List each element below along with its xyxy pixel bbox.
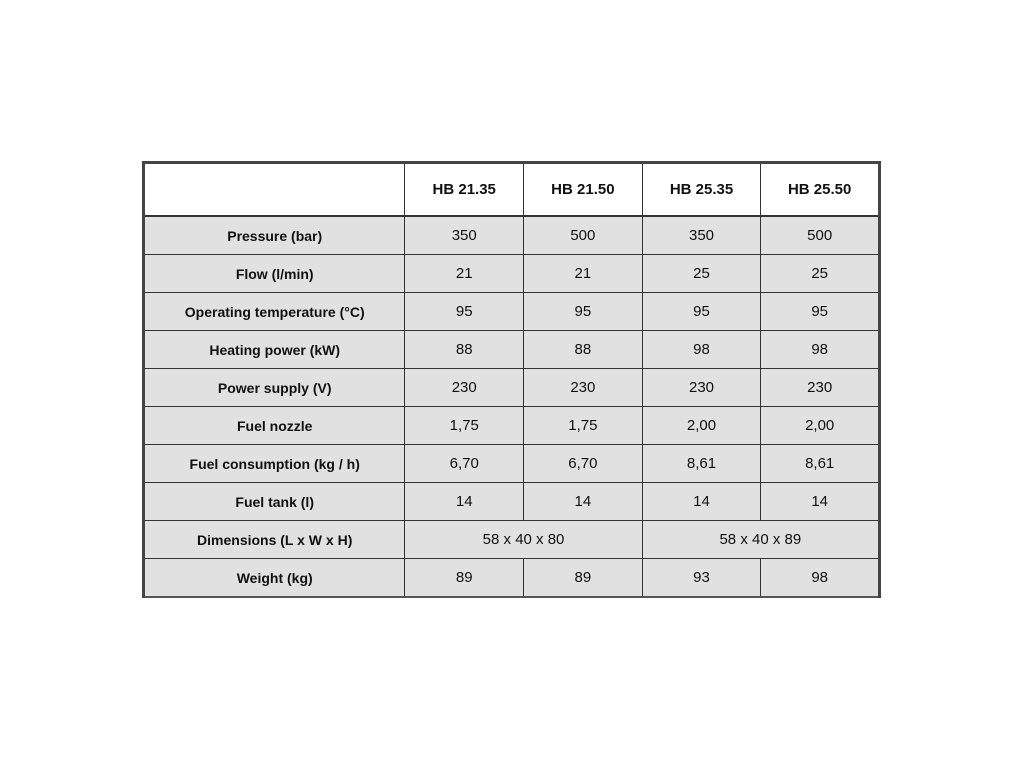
- table-row-weight: [144, 559, 880, 598]
- table-row-fuel-nozzle: [144, 407, 880, 445]
- row-label: Flow (l/min): [144, 255, 405, 293]
- table-row-fuel-consumption: [144, 445, 880, 483]
- table-cell: 8,61: [761, 445, 880, 483]
- table-cell: 95: [642, 293, 761, 331]
- table-cell: 14: [761, 483, 880, 521]
- row-label: Dimensions (L x W x H): [144, 521, 405, 559]
- table-cell: 6,70: [405, 445, 524, 483]
- table-cell: 350: [642, 216, 761, 255]
- table-cell: 230: [761, 369, 880, 407]
- row-label: Heating power (kW): [144, 331, 405, 369]
- table-cell: 2,00: [761, 407, 880, 445]
- table-cell: 25: [642, 255, 761, 293]
- table-cell: 1,75: [405, 407, 524, 445]
- table-cell: 98: [761, 559, 880, 598]
- table-cell: 14: [642, 483, 761, 521]
- table-row-power-supply: [144, 369, 880, 407]
- table-cell: 98: [642, 331, 761, 369]
- table-row-heating-power: [144, 331, 880, 369]
- table-cell: 6,70: [524, 445, 643, 483]
- table-cell: 95: [761, 293, 880, 331]
- table-cell: 88: [524, 331, 643, 369]
- header-model-hb-21-50: HB 21.50: [524, 163, 643, 217]
- table-cell: 95: [524, 293, 643, 331]
- table-cell: 89: [405, 559, 524, 598]
- row-label: Fuel consumption (kg / h): [144, 445, 405, 483]
- header-model-hb-21-35: HB 21.35: [405, 163, 524, 217]
- table-cell: 89: [524, 559, 643, 598]
- row-label: Power supply (V): [144, 369, 405, 407]
- table-cell: 230: [524, 369, 643, 407]
- table-row-dimensions: [144, 521, 880, 559]
- row-label: Pressure (bar): [144, 216, 405, 255]
- table-row-flow: [144, 255, 880, 293]
- table-cell: 8,61: [642, 445, 761, 483]
- table-row-pressure: [144, 216, 880, 255]
- row-label: Operating temperature (°C): [144, 293, 405, 331]
- table-row-fuel-tank: [144, 483, 880, 521]
- specifications-table: [142, 161, 881, 598]
- row-label: Fuel tank (l): [144, 483, 405, 521]
- row-label: Weight (kg): [144, 559, 405, 598]
- table-cell: 500: [524, 216, 643, 255]
- table-cell: 500: [761, 216, 880, 255]
- table-header-row: [144, 163, 880, 217]
- header-model-hb-25-35: HB 25.35: [642, 163, 761, 217]
- table-cell: 21: [524, 255, 643, 293]
- table-cell: 2,00: [642, 407, 761, 445]
- table-cell-merged: 58 x 40 x 89: [642, 521, 879, 559]
- table-cell: 230: [642, 369, 761, 407]
- table-cell: 93: [642, 559, 761, 598]
- table-cell: 14: [524, 483, 643, 521]
- table-cell: 1,75: [524, 407, 643, 445]
- table-cell: 98: [761, 331, 880, 369]
- header-model-hb-25-50: HB 25.50: [761, 163, 880, 217]
- table-cell: 350: [405, 216, 524, 255]
- table-cell: 230: [405, 369, 524, 407]
- row-label: Fuel nozzle: [144, 407, 405, 445]
- table-row-operating-temperature: [144, 293, 880, 331]
- header-corner-cell: [144, 163, 405, 217]
- table-cell-merged: 58 x 40 x 80: [405, 521, 642, 559]
- table-cell: 25: [761, 255, 880, 293]
- table-cell: 95: [405, 293, 524, 331]
- table-cell: 21: [405, 255, 524, 293]
- table-cell: 14: [405, 483, 524, 521]
- table-cell: 88: [405, 331, 524, 369]
